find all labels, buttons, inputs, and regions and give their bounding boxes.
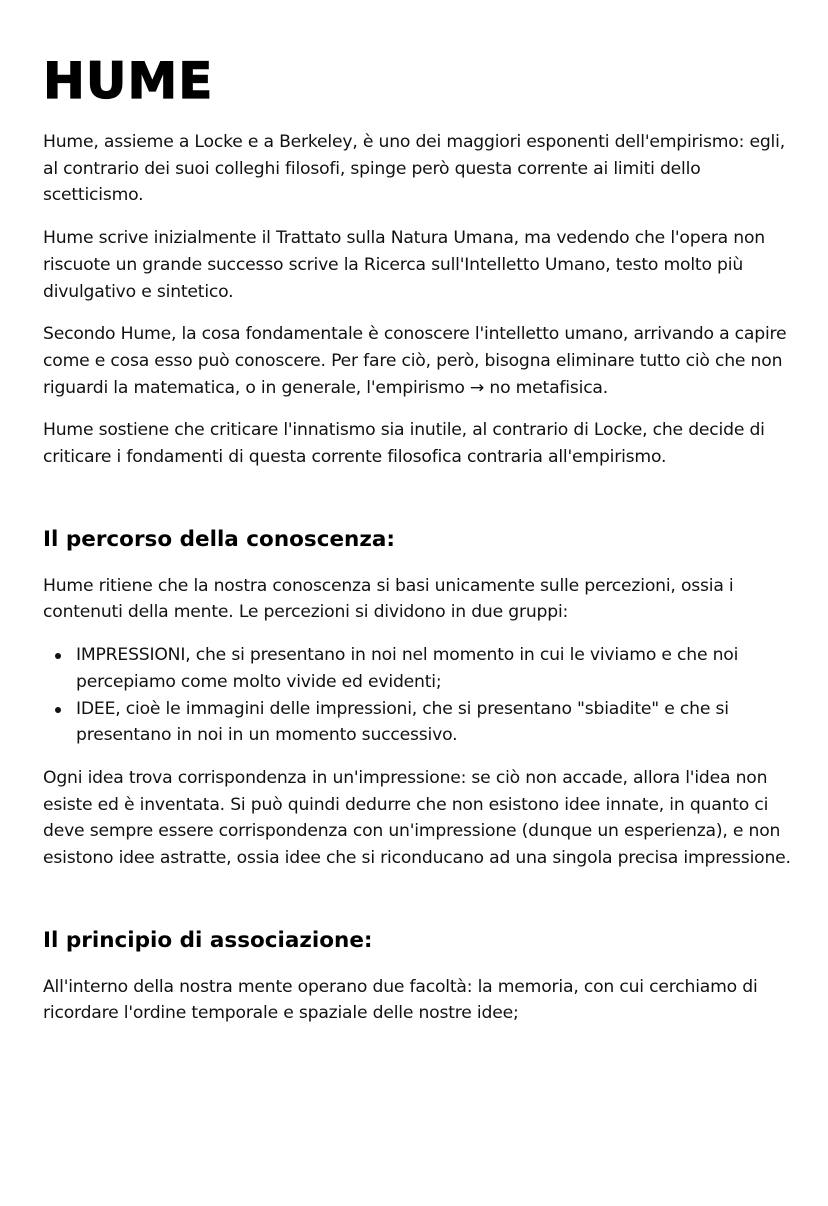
section1-intro-paragraph: Hume ritiene che la nostra conoscenza si basi unicamente sulle percezioni, ossia i contenuti della mente. Le percezioni si dividono in due gruppi: [43, 575, 734, 623]
section-heading-percorso: Il percorso della conoscenza: [43, 526, 395, 552]
page-title: HUME [43, 52, 214, 110]
section2-paragraph: All'interno della nostra mente operano due facoltà: la memoria, con cui cerchiamo di ricordare l'ordine temporale e spaziale delle nostre idee; [43, 976, 758, 1024]
list-item-text: IDEE, cioè le immagini delle impressioni, che si presentano "sbiadite" e che si presentano in noi in un momento successivo. [76, 698, 729, 746]
intro-paragraph-1: Hume, assieme a Locke e a Berkeley, è uno dei maggiori esponenti dell'empirismo: egli, al contrario dei suoi colleghi filosofi, spinge però questa corrente ai limiti dello scetticismo. [43, 132, 785, 206]
bullet-icon [55, 707, 61, 713]
section-heading-associazione: Il principio di associazione: [43, 927, 373, 953]
intro-paragraph-4: Hume sostiene che criticare l'innatismo sia inutile, al contrario di Locke, che decide di criticare i fondamenti di questa corrente filosofica contraria all'empirismo. [43, 420, 765, 468]
document-page [43, 48, 791, 1043]
list-item [76, 642, 791, 695]
list-item [76, 696, 791, 749]
intro-paragraph-3: Secondo Hume, la cosa fondamentale è conoscere l'intelletto umano, arrivando a capire come e cosa esso può conoscere. Per fare ciò, però, bisogna eliminare tutto ciò che non riguardi la matematica, o in generale, l'empirismo → no metafisica. [43, 324, 787, 398]
intro-paragraph-2: Hume scrive inizialmente il Trattato sulla Natura Umana, ma vedendo che l'opera non riscuote un grande successo scrive la Ricerca sull'Intelletto Umano, testo molto più divulgativo e sintetico. [43, 228, 765, 302]
bullet-icon [55, 653, 61, 659]
list-item-text: IMPRESSIONI, che si presentano in noi nel momento in cui le viviamo e che noi percepiamo come molto vivide ed evidenti; [76, 645, 739, 692]
perception-list [43, 642, 791, 749]
section1-closing-paragraph: Ogni idea trova corrispondenza in un'impressione: se ciò non accade, allora l'idea non esiste ed è inventata. Si può quindi dedurre che non esistono idee innate, in quanto ci deve sempre essere corrispondenza con un'impressione (dunque un esperienza), e non esistono idee astratte, ossia idee che si riconducano ad una singola precisa impressione. [43, 767, 791, 869]
